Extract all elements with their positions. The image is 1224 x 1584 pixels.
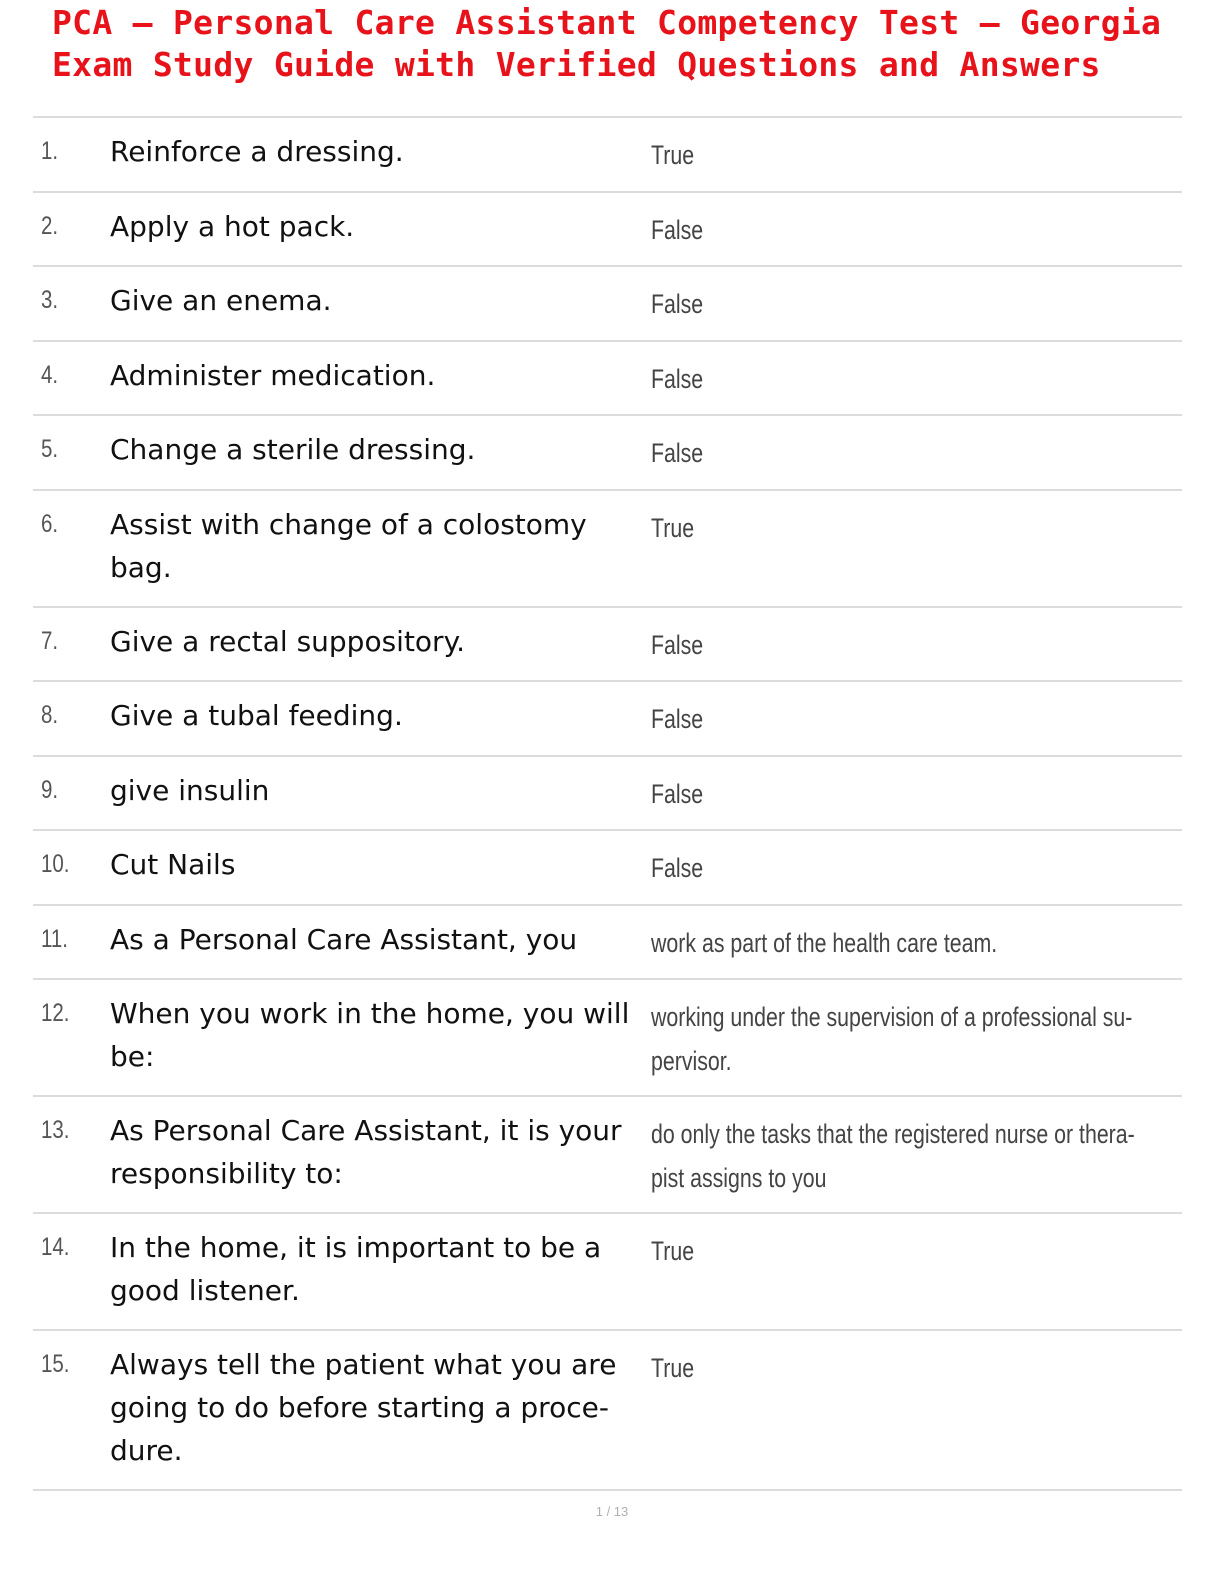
question-text: Give a tubal feeding.: [110, 699, 403, 732]
row-number: 12.: [41, 999, 70, 1027]
question-text: Give an enema.: [110, 284, 332, 317]
answer-text: False: [651, 214, 704, 245]
answer-text: False: [651, 704, 704, 734]
table-row: [33, 906, 1182, 981]
row-number: 2.: [41, 211, 59, 240]
answer-text: False: [651, 438, 704, 468]
answer-text: False: [651, 629, 704, 660]
answer-text: working under the supervision of a professional su-pervisor.: [651, 1002, 1133, 1076]
question-text: Cut Nails: [110, 848, 236, 881]
document-title: [52, 2, 1222, 86]
row-number: 13.: [41, 1116, 70, 1144]
question-text: Assist with change of a colostomy bag.: [110, 507, 587, 584]
table-row: [33, 416, 1182, 491]
row-number: 10.: [41, 850, 70, 878]
title-line-1: PCA – Personal Care Assistant Competency Test – Georgia: [52, 3, 1162, 42]
row-number: 4.: [41, 360, 59, 389]
table-row: [33, 1097, 1182, 1214]
answer-text: do only the tasks that the registered nurse or thera-pist assigns to you: [651, 1119, 1135, 1193]
question-text: As Personal Care Assistant, it is your responsibility to:: [110, 1114, 622, 1190]
question-text: When you work in the home, you will be:: [110, 997, 630, 1073]
answer-text: work as part of the health care team.: [651, 927, 998, 958]
title-line-2: Exam Study Guide with Verified Questions and Answers: [52, 45, 1101, 84]
page-number: 1 / 13: [595, 1504, 629, 1519]
table-row: [33, 118, 1182, 193]
row-number: 5.: [41, 435, 59, 463]
question-text: Reinforce a dressing.: [110, 135, 404, 168]
question-text: As a Personal Care Assistant, you: [110, 922, 578, 956]
answer-text: True: [651, 512, 695, 543]
table-row: [33, 267, 1182, 342]
question-text: Administer medication.: [110, 358, 436, 392]
table-row: [33, 491, 1182, 608]
answer-text: True: [651, 1236, 695, 1266]
table-row: [33, 1331, 1182, 1491]
table-row: [33, 757, 1182, 832]
table-row: [33, 342, 1182, 417]
row-number: 14.: [41, 1233, 70, 1261]
answer-text: False: [651, 289, 704, 319]
answer-text: False: [651, 778, 704, 809]
row-number: 8.: [41, 701, 59, 729]
question-text: Always tell the patient what you are going to do before starting a proce-dure.: [110, 1348, 617, 1467]
question-text: Give a rectal suppository.: [110, 624, 466, 658]
qa-table: [33, 116, 1182, 1491]
row-number: 3.: [41, 286, 59, 314]
row-number: 9.: [41, 775, 59, 804]
row-number: 7.: [41, 626, 59, 655]
answer-text: False: [651, 853, 704, 883]
question-text: give insulin: [110, 773, 270, 807]
table-row: [33, 1214, 1182, 1331]
question-text: Change a sterile dressing.: [110, 433, 476, 466]
table-row: [33, 193, 1182, 268]
row-number: 15.: [41, 1350, 70, 1378]
row-number: 1.: [41, 137, 59, 165]
row-number: 6.: [41, 509, 59, 538]
table-row: [33, 980, 1182, 1097]
table-row: [33, 608, 1182, 683]
table-row: [33, 682, 1182, 757]
row-number: 11.: [41, 924, 68, 953]
question-text: Apply a hot pack.: [110, 209, 355, 243]
answer-text: True: [651, 140, 695, 170]
answer-text: True: [651, 1353, 695, 1383]
table-row: [33, 831, 1182, 906]
answer-text: False: [651, 363, 704, 394]
question-text: In the home, it is important to be a good listener.: [110, 1231, 602, 1307]
